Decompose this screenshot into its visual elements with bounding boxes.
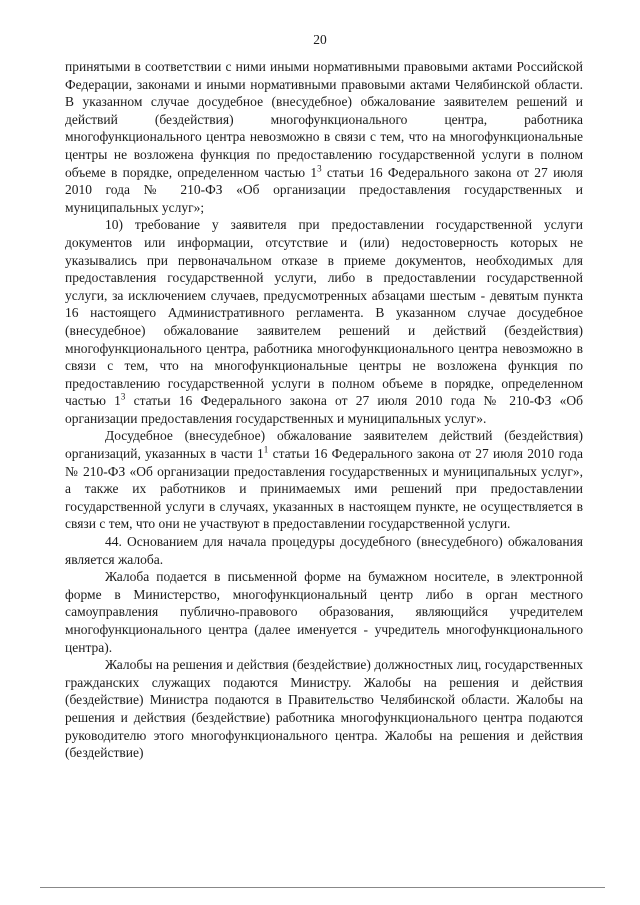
paragraph-text: статьи 16 Федерального закона от 27 июля 2010 года № 210-ФЗ «Об организации предоставления государственных и муниципальных услуг». <box>65 393 583 426</box>
paragraph <box>65 427 583 533</box>
superscript: 3 <box>120 391 126 402</box>
paragraph <box>65 656 583 762</box>
paragraph <box>65 58 583 216</box>
paragraph <box>65 568 583 656</box>
paragraph-text: принятыми в соответствии с ними иными нормативными правовыми актами Российской Федерации, законами и иными нормативными правовыми актами Челябинской области. В указанном случае досудебное (внесудебное) обжалование заявителем решений и действий (бездействия) многофункционального центра, работника многофункционального центра невозможно в связи с тем, что на многофункциональные центры не возложена функция по предоставлению государственной услуги в полном объеме в порядке, определенном частью 1 <box>65 59 583 180</box>
superscript: 1 <box>263 444 269 455</box>
paragraph <box>65 216 583 427</box>
paragraph-text: статьи 16 Федерального закона от 27 июля 2010 года № 210-ФЗ «Об организации предоставления государственных и муниципальных услуг»; <box>65 164 583 215</box>
paragraph-text: 44. Основанием для начала процедуры досудебного (внесудебного) обжалования является жалоба. <box>65 534 583 567</box>
document-body <box>65 58 583 762</box>
paragraph-text: Жалобы на решения и действия (бездействие) должностных лиц, государственных гражданских служащих подаются Министру. Жалобы на решения и действия (бездействие) Министра подаются в Правительство Челябинской области. Жалобы на решения и действия (бездействие) работника многофункционального центра подаются руководителю этого многофункционального центра. Жалобы на решения и действия (бездействие) <box>65 657 583 761</box>
paragraph-text: 10) требование у заявителя при предоставлении государственной услуги документов или информации, отсутствие и (или) недостоверность которых не указывались при первоначальном отказе в приеме документов, необходимых для предоставления государственной услуги, либо в предоставлении государственной услуги, за исключением случаев, предусмотренных абзацами шестым - девятым пункта 16 настоящего Административного регламента. В указанном случае досудебное (внесудебное) обжалование заявителем решений и действий (бездействия) многофункционального центра, работника многофункционального центра невозможно в связи с тем, что на многофункциональные центры не возложена функция по предоставлению государственной услуги в полном объеме в порядке, определенном частью 1 <box>65 217 583 409</box>
paragraph-text: Жалоба подается в письменной форме на бумажном носителе, в электронной форме в Министерство, многофункциональный центр либо в орган местного самоуправления публично-правового образования, являющийся учредителем многофункционального центра (далее именуется - учредитель многофункционального центра). <box>65 569 583 655</box>
page-number: 20 <box>313 32 327 47</box>
paragraph-text: статьи 16 Федерального закона от 27 июля 2010 года № 210-ФЗ «Об организации предоставления государственных и муниципальных услуг», а также их работников и принимаемых ими решений при предоставлении государственной услуги в случаях, указанных в настоящем пункте, не осуществляется в связи с тем, что они не участвуют в предоставлении государственной услуги. <box>65 446 583 532</box>
footer-divider <box>40 887 605 888</box>
paragraph-text: Досудебное (внесудебное) обжалование заявителем действий (бездействия) организаций, указанных в части 1 <box>65 428 583 462</box>
paragraph <box>65 533 583 568</box>
superscript: 3 <box>317 163 322 174</box>
